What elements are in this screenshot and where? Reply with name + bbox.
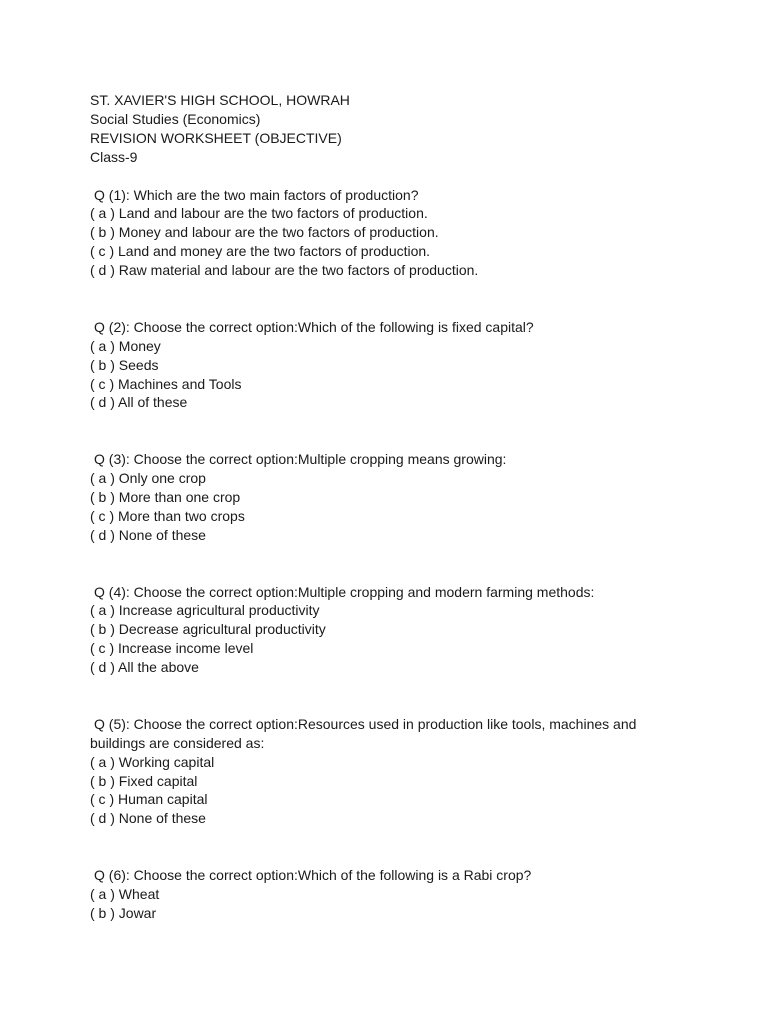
question-2	[90, 318, 650, 413]
option-c: ( c ) Increase income level	[90, 640, 254, 657]
question-4	[90, 583, 650, 678]
option-b: ( b ) Jowar	[90, 904, 157, 921]
option-b: ( b ) Seeds	[90, 356, 159, 373]
option-d: ( d ) All the above	[90, 659, 199, 676]
option-d: ( d ) None of these	[90, 810, 206, 827]
option-a: ( a ) Land and labour are the two factors of production.	[90, 205, 428, 222]
subject-title: Social Studies (Economics)	[90, 110, 261, 127]
worksheet-title: REVISION WORKSHEET (OBJECTIVE)	[90, 129, 342, 146]
option-a: ( a ) Working capital	[90, 753, 215, 770]
question-text: Q (2): Choose the correct option:Which of the following is fixed capital?	[94, 318, 534, 335]
question-1	[90, 186, 650, 281]
question-text: Q (1): Which are the two main factors of production?	[94, 186, 419, 203]
option-c: ( c ) More than two crops	[90, 507, 245, 524]
option-a: ( a ) Only one crop	[90, 470, 206, 487]
class-label: Class-9	[90, 148, 138, 165]
option-a: ( a ) Money	[90, 337, 161, 354]
option-b: ( b ) Decrease agricultural productivity	[90, 621, 326, 638]
option-b: ( b ) Fixed capital	[90, 772, 198, 789]
option-a: ( a ) Increase agricultural productivity	[90, 602, 320, 619]
option-b: ( b ) More than one crop	[90, 488, 241, 505]
question-text: Q (3): Choose the correct option:Multiple cropping means growing:	[94, 451, 507, 468]
option-c: ( c ) Machines and Tools	[90, 375, 242, 392]
question-6	[90, 866, 650, 923]
option-b: ( b ) Money and labour are the two factors of production.	[90, 224, 439, 241]
option-c: ( c ) Human capital	[90, 791, 208, 808]
school-name: ST. XAVIER'S HIGH SCHOOL, HOWRAH	[90, 92, 350, 108]
question-3	[90, 450, 650, 545]
option-a: ( a ) Wheat	[90, 885, 160, 902]
question-text: Q (6): Choose the correct option:Which of the following is a Rabi crop?	[94, 867, 532, 884]
option-c: ( c ) Land and money are the two factors of production.	[90, 243, 431, 260]
option-d: ( d ) All of these	[90, 394, 188, 411]
question-text: Q (4): Choose the correct option:Multiple cropping and modern farming methods:	[94, 583, 595, 600]
question-5	[90, 715, 650, 828]
worksheet-page	[90, 91, 650, 923]
option-d: ( d ) Raw material and labour are the two factors of production.	[90, 262, 479, 279]
option-d: ( d ) None of these	[90, 526, 206, 543]
question-text: Q (5): Choose the correct option:Resources used in production like tools, machines and buildings are considered as:	[90, 715, 637, 751]
